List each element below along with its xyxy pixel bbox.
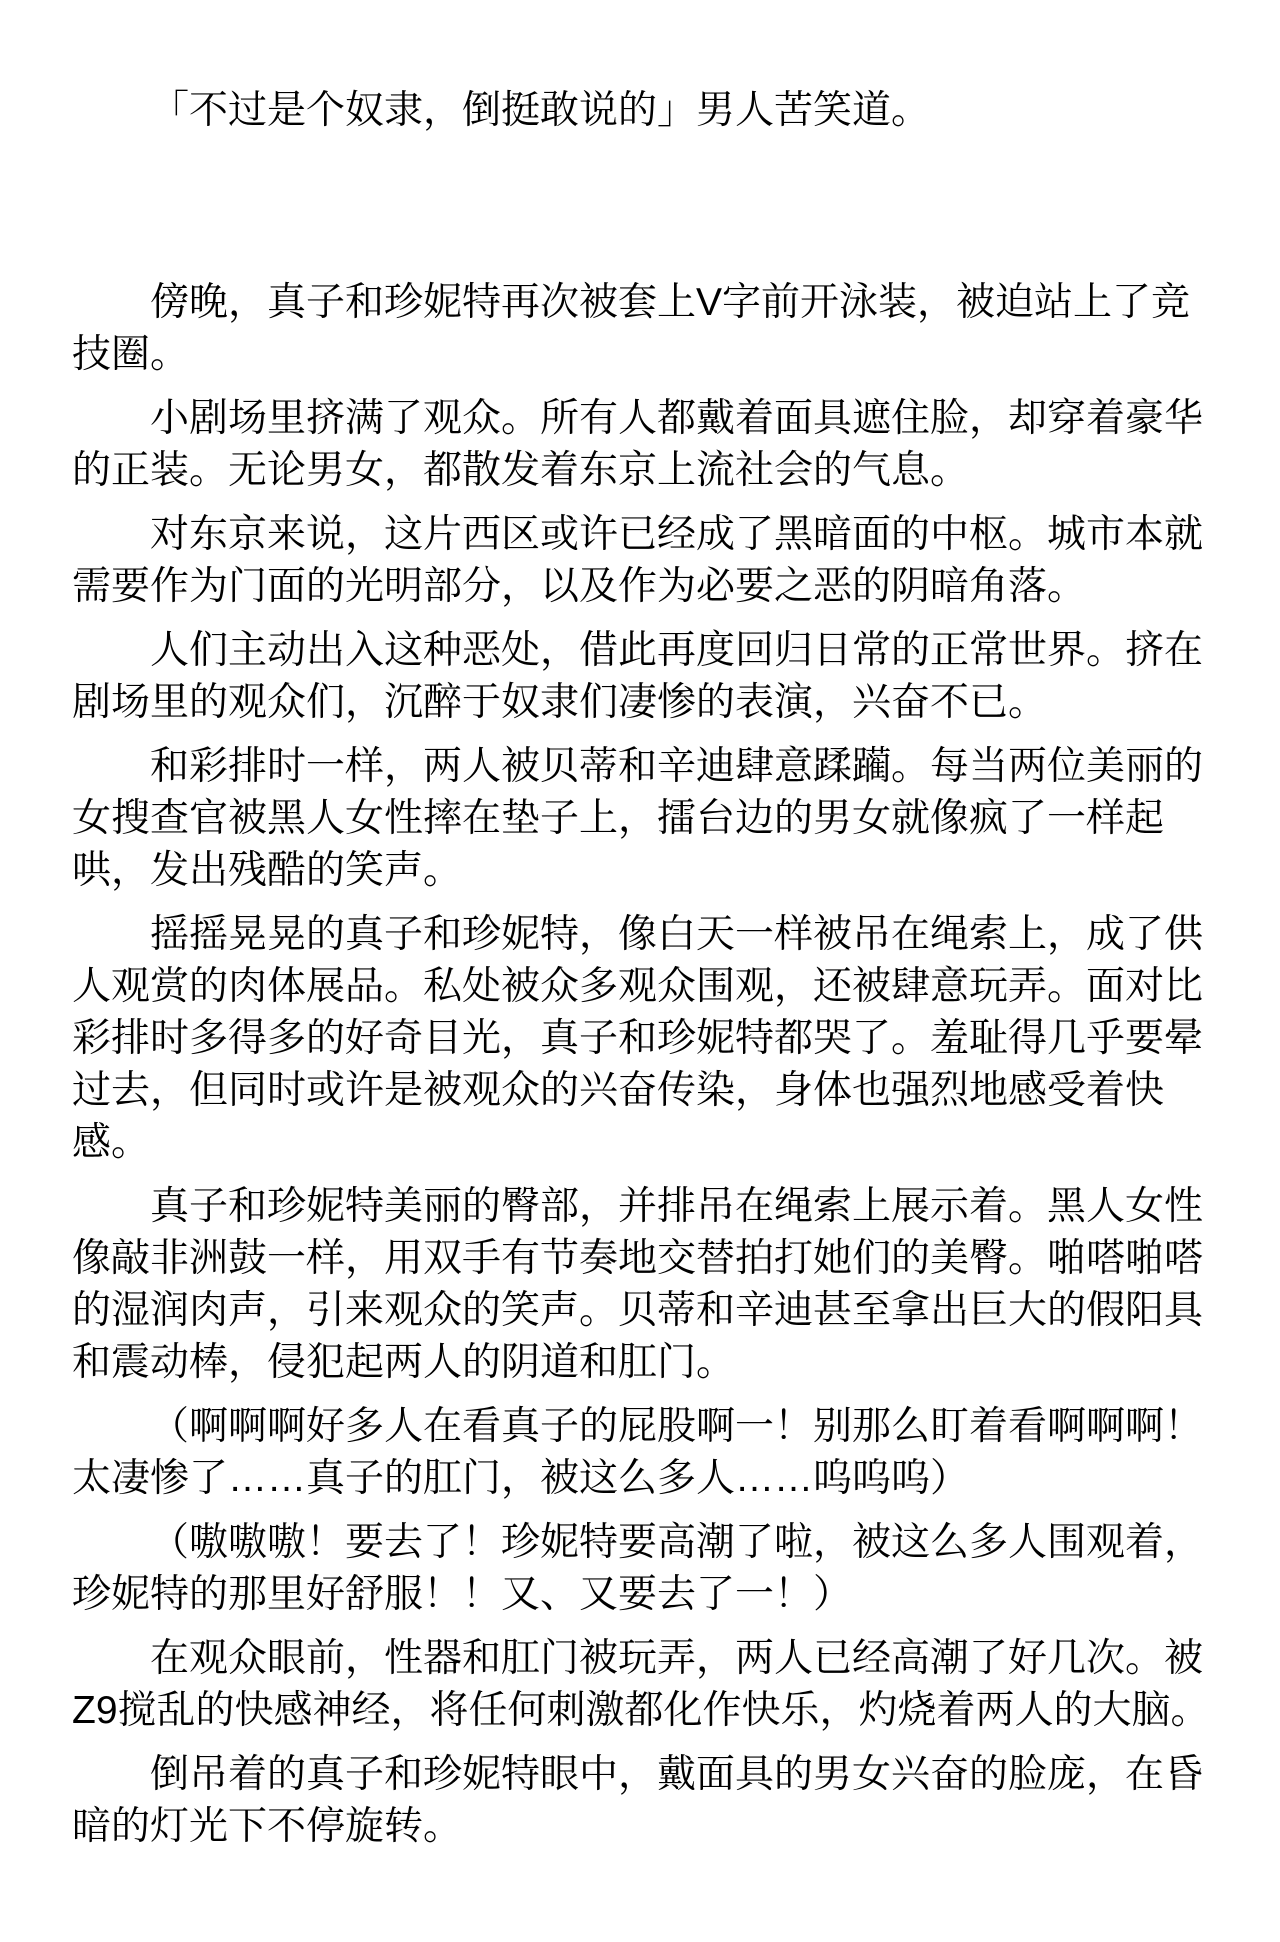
paragraph-thought-2: （嗷嗷嗷！要去了！珍妮特要高潮了啦，被这么多人围观着，珍妮特的那里好舒服！！又、又要去了一！） <box>72 1521 1204 1616</box>
paragraph-12: 倒吊着的真子和珍妮特眼中，戴面具的男女兴奋的脸庞，在昏暗的灯光下不停旋转。 <box>72 1753 1204 1848</box>
paragraph-2: 傍晚，真子和珍妮特再次被套上V字前开泳装，被迫站上了竞技圈。 <box>72 281 1191 376</box>
paragraph-8: 真子和珍妮特美丽的臀部，并排吊在绳索上展示着。黑人女性像敲非洲鼓一样，用双手有节奏地交替拍打她们的美臀。啪嗒啪嗒的湿润肉声，引来观众的笑声。贝蒂和辛迪甚至拿出巨大的假阳具和震动棒，侵犯起两人的阴道和肛门。 <box>72 1185 1204 1384</box>
paragraph-4: 对东京来说，这片西区或许已经成了黑暗面的中枢。城市本就需要作为门面的光明部分，以及作为必要之恶的阴暗角落。 <box>72 513 1204 608</box>
paragraph-3: 小剧场里挤满了观众。所有人都戴着面具遮住脸，却穿着豪华的正装。无论男女，都散发着东京上流社会的气息。 <box>72 397 1204 492</box>
scene-break-spacer <box>72 149 1216 277</box>
paragraph-dialogue-1: 「不过是个奴隶，倒挺敢说的」男人苦笑道。 <box>150 89 931 132</box>
paragraph-thought-1: （啊啊啊好多人在看真子的屁股啊一！别那么盯着看啊啊啊！太凄惨了……真子的肛门，被这么多人……呜呜呜） <box>72 1405 1204 1500</box>
paragraph-6: 和彩排时一样，两人被贝蒂和辛迪肆意蹂躏。每当两位美丽的女搜查官被黑人女性摔在垫子上，擂台边的男女就像疯了一样起哄，发出残酷的笑声。 <box>72 745 1204 892</box>
paragraph-7: 摇摇晃晃的真子和珍妮特，像白天一样被吊在绳索上，成了供人观赏的肉体展品。私处被众多观众围观，还被肆意玩弄。面对比彩排时多得多的好奇目光，真子和珍妮特都哭了。羞耻得几乎要晕过去，但同时或许是被观众的兴奋传染，身体也强烈地感受着快感。 <box>72 913 1204 1164</box>
paragraph-5: 人们主动出入这种恶处，借此再度回归日常的正常世界。挤在剧场里的观众们，沉醉于奴隶们凄惨的表演，兴奋不已。 <box>72 629 1204 724</box>
paragraph-11: 在观众眼前，性器和肛门被玩弄，两人已经高潮了好几次。被Z9搅乱的快感神经，将任何刺激都化作快乐，灼烧着两人的大脑。 <box>72 1637 1210 1732</box>
